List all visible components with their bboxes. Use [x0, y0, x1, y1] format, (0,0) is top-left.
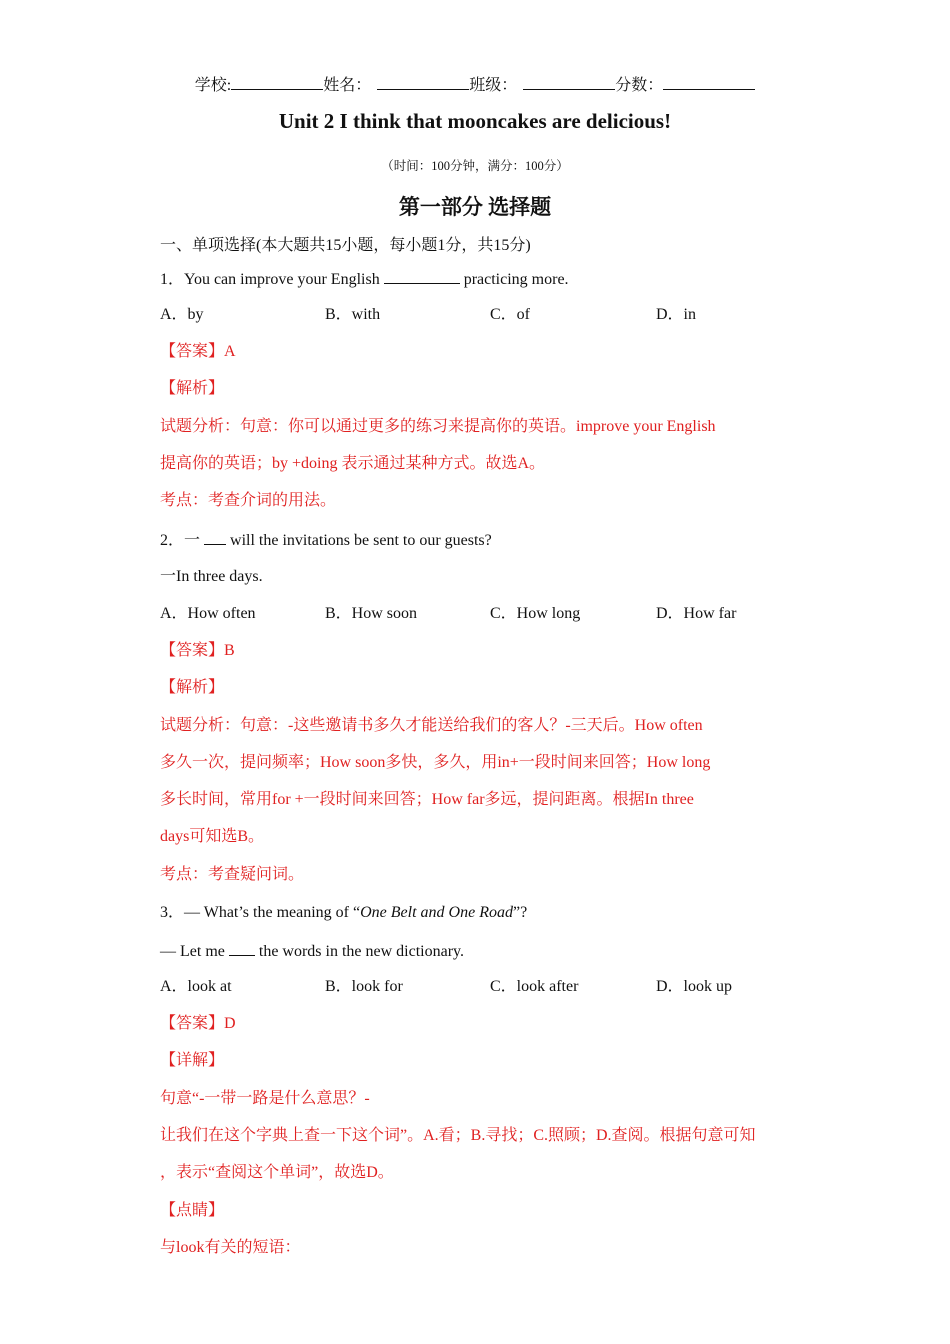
q1-option-b[interactable]: B．with: [325, 306, 381, 323]
score-blank[interactable]: [663, 74, 755, 90]
q2-option-a[interactable]: A．How often: [160, 605, 256, 622]
q1-option-d[interactable]: D．in: [656, 306, 697, 323]
q3-option-b[interactable]: B．look for: [325, 978, 403, 995]
q1-option-a[interactable]: A．by: [160, 306, 204, 323]
q1-analysis-label: 【解析】: [160, 380, 225, 397]
q2-stem: [160, 529, 492, 551]
name-label: 姓名：: [323, 77, 372, 94]
part-title: 第一部分 选择题: [398, 195, 552, 219]
q1-stem: [160, 268, 569, 290]
q3-option-c[interactable]: C．look after: [490, 978, 579, 995]
q1-point: 考点：考查介词的用法。: [160, 492, 337, 509]
q1-stem-text: 1．You can improve your English: [160, 271, 384, 288]
q1-option-c[interactable]: C．of: [490, 306, 531, 323]
student-info-header: [0, 74, 950, 96]
q1-blank: [384, 268, 460, 284]
score-label: 分数：: [615, 77, 664, 94]
class-blank[interactable]: [523, 74, 615, 90]
q3-reply: [160, 940, 464, 962]
q1-analysis-line: 试题分析：句意：你可以通过更多的练习来提高你的英语。improve your English: [160, 418, 716, 435]
q2-blank: [204, 529, 226, 545]
q2-option-b[interactable]: B．How soon: [325, 605, 418, 622]
q2-answer: 【答案】B: [160, 642, 235, 659]
q1-answer: 【答案】A: [160, 343, 236, 360]
q3-blank: [229, 940, 255, 956]
q2-option-c[interactable]: C．How long: [490, 605, 581, 622]
page-title: Unit 2 I think that mooncakes are delicious!: [278, 109, 672, 133]
q2-stem-text-end: will the invitations be sent to our guests?: [226, 532, 492, 549]
q3-stem-italic: One Belt and One Road: [360, 904, 513, 921]
q3-answer: 【答案】D: [160, 1015, 236, 1032]
q3-reply-text: — Let me: [160, 943, 229, 960]
q3-tip: 与look有关的短语：: [160, 1239, 301, 1256]
q2-stem-text: 2．一: [160, 532, 205, 549]
q2-analysis-line: 多久一次，提问频率；How soon多快，多久，用in+一段时间来回答；How long: [160, 754, 711, 771]
class-label: 班级：: [469, 77, 518, 94]
school-label: 学校:: [194, 77, 232, 94]
q3-option-a[interactable]: A．look at: [160, 978, 232, 995]
q2-analysis-line: 试题分析：句意：-这些邀请书多久才能送给我们的客人？-三天后。How often: [160, 717, 703, 734]
school-blank[interactable]: [231, 74, 323, 90]
q3-stem: [160, 903, 527, 923]
q3-stem-text: 3．— What’s the meaning of “: [160, 904, 361, 921]
q2-analysis-line: days可知选B。: [160, 828, 265, 845]
q3-detail-line: 句意“-一带一路是什么意思？-: [160, 1090, 370, 1107]
q2-option-d[interactable]: D．How far: [656, 605, 737, 622]
q3-option-d[interactable]: D．look up: [656, 978, 733, 995]
q2-reply: 一In three days.: [160, 568, 263, 585]
q3-detail-line: 让我们在这个字典上查一下这个词”。A.看；B.寻找；C.照顾；D.查阅。根据句意可知: [160, 1127, 756, 1144]
q2-point: 考点：考查疑问词。: [160, 866, 305, 883]
q3-detail-line: ，表示“查阅这个单词”，故选D。: [160, 1164, 394, 1181]
q3-tip-label: 【点睛】: [160, 1202, 225, 1219]
q1-analysis-line: 提高你的英语；by +doing 表示通过某种方式。故选A。: [160, 455, 546, 472]
name-blank[interactable]: [377, 74, 469, 90]
q3-reply-text-end: the words in the new dictionary.: [254, 943, 465, 960]
q2-analysis-line: 多长时间，常用for +一段时间来回答；How far多远，提问距离。根据In three: [160, 791, 694, 808]
time-info: （时间：100分钟，满分：100分）: [381, 159, 569, 173]
q1-stem-text-end: practicing more.: [459, 271, 569, 288]
q3-stem-text-end: ”?: [512, 904, 528, 921]
q2-analysis-label: 【解析】: [160, 679, 225, 696]
section-title: 一、单项选择(本大题共15小题，每小题1分，共15分): [160, 237, 531, 254]
q3-detail-label: 【详解】: [160, 1052, 225, 1069]
